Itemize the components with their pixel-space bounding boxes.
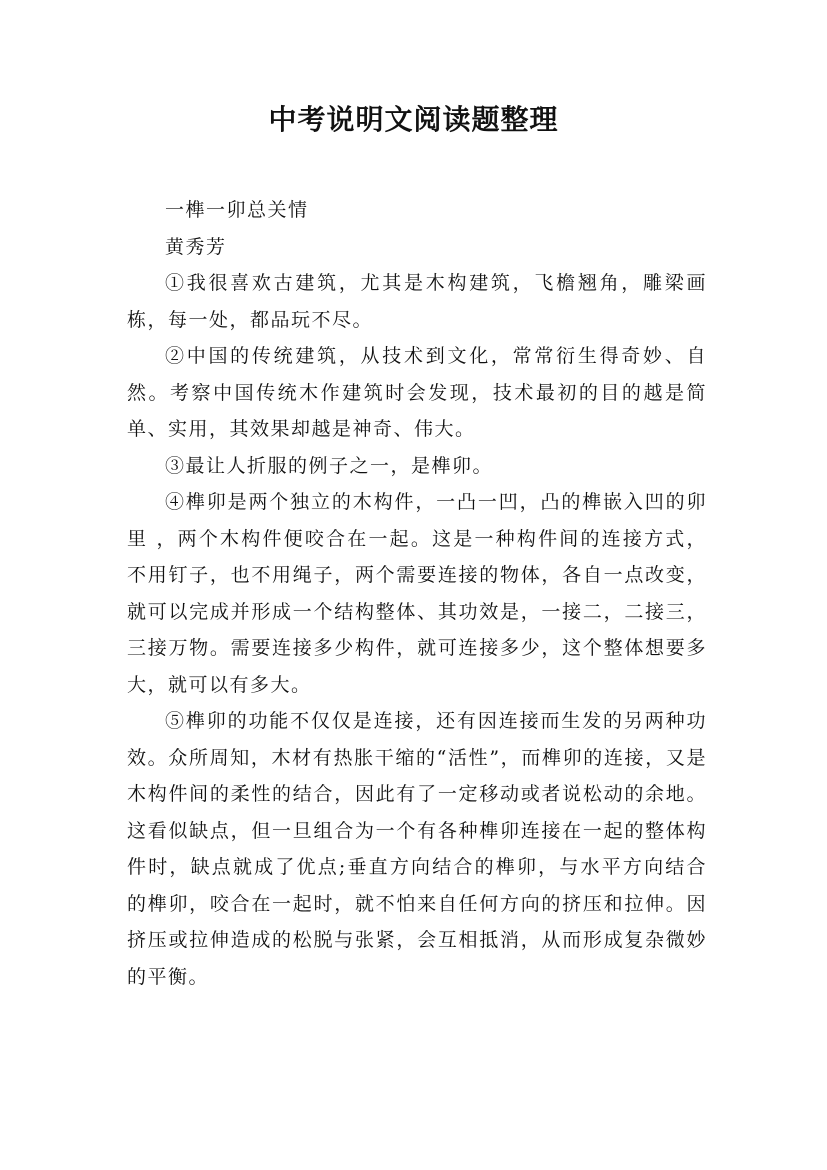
article-author: 黄秀芳 <box>165 235 227 258</box>
document-title: 中考说明文阅读题整理 <box>268 103 559 136</box>
paragraph-4: ④榫卯是两个独立的木构件，一凸一凹，凸的榫嵌入凹的卯里 ，两个木构件便咬合在一起。这是一种构件间的连接方式，不用钉子，也不用绳子，两个需要连接的物体，各自一点改变，就可以完成并形成一个结构整体、其功效是，一接二，二接三，三接万物。需要连接多少构件，就可连接多少，这个整体想要多大，就可以有多大。 <box>127 491 707 696</box>
paragraph-2: ②中国的传统建筑，从技术到文化，常常衍生得奇妙、自然。考察中国传统木作建筑时会发现，技术最初的目的越是简单、实用，其效果却越是神奇、伟大。 <box>127 345 707 440</box>
paragraph-1: ①我很喜欢古建筑，尤其是木构建筑，飞檐翘角，雕梁画栋，每一处，都品玩不尽。 <box>127 272 707 331</box>
article-title: 一榫一卯总关情 <box>165 199 309 221</box>
paragraph-3: ③最让人折服的例子之一，是榫卯。 <box>165 454 494 477</box>
article-body <box>127 192 707 995</box>
paragraph-5: ⑤榫卯的功能不仅仅是连接，还有因连接而生发的另两种功效。众所周知，木材有热胀干缩的“活性”，而榫卯的连接，又是木构件间的柔性的结合，因此有了一定移动或者说松动的余地。这看似缺点，但一旦组合为一个有各种榫卯连接在一起的整体构件时，缺点就成了优点;垂直方向结合的榫卯，与水平方向结合的榫卯，咬合在一起时，就不怕来自任何方向的挤压和拉伸。因挤压或拉伸造成的松脱与张紧，会互相抵消，从而形成复杂微妙的平衡。 <box>127 710 707 988</box>
